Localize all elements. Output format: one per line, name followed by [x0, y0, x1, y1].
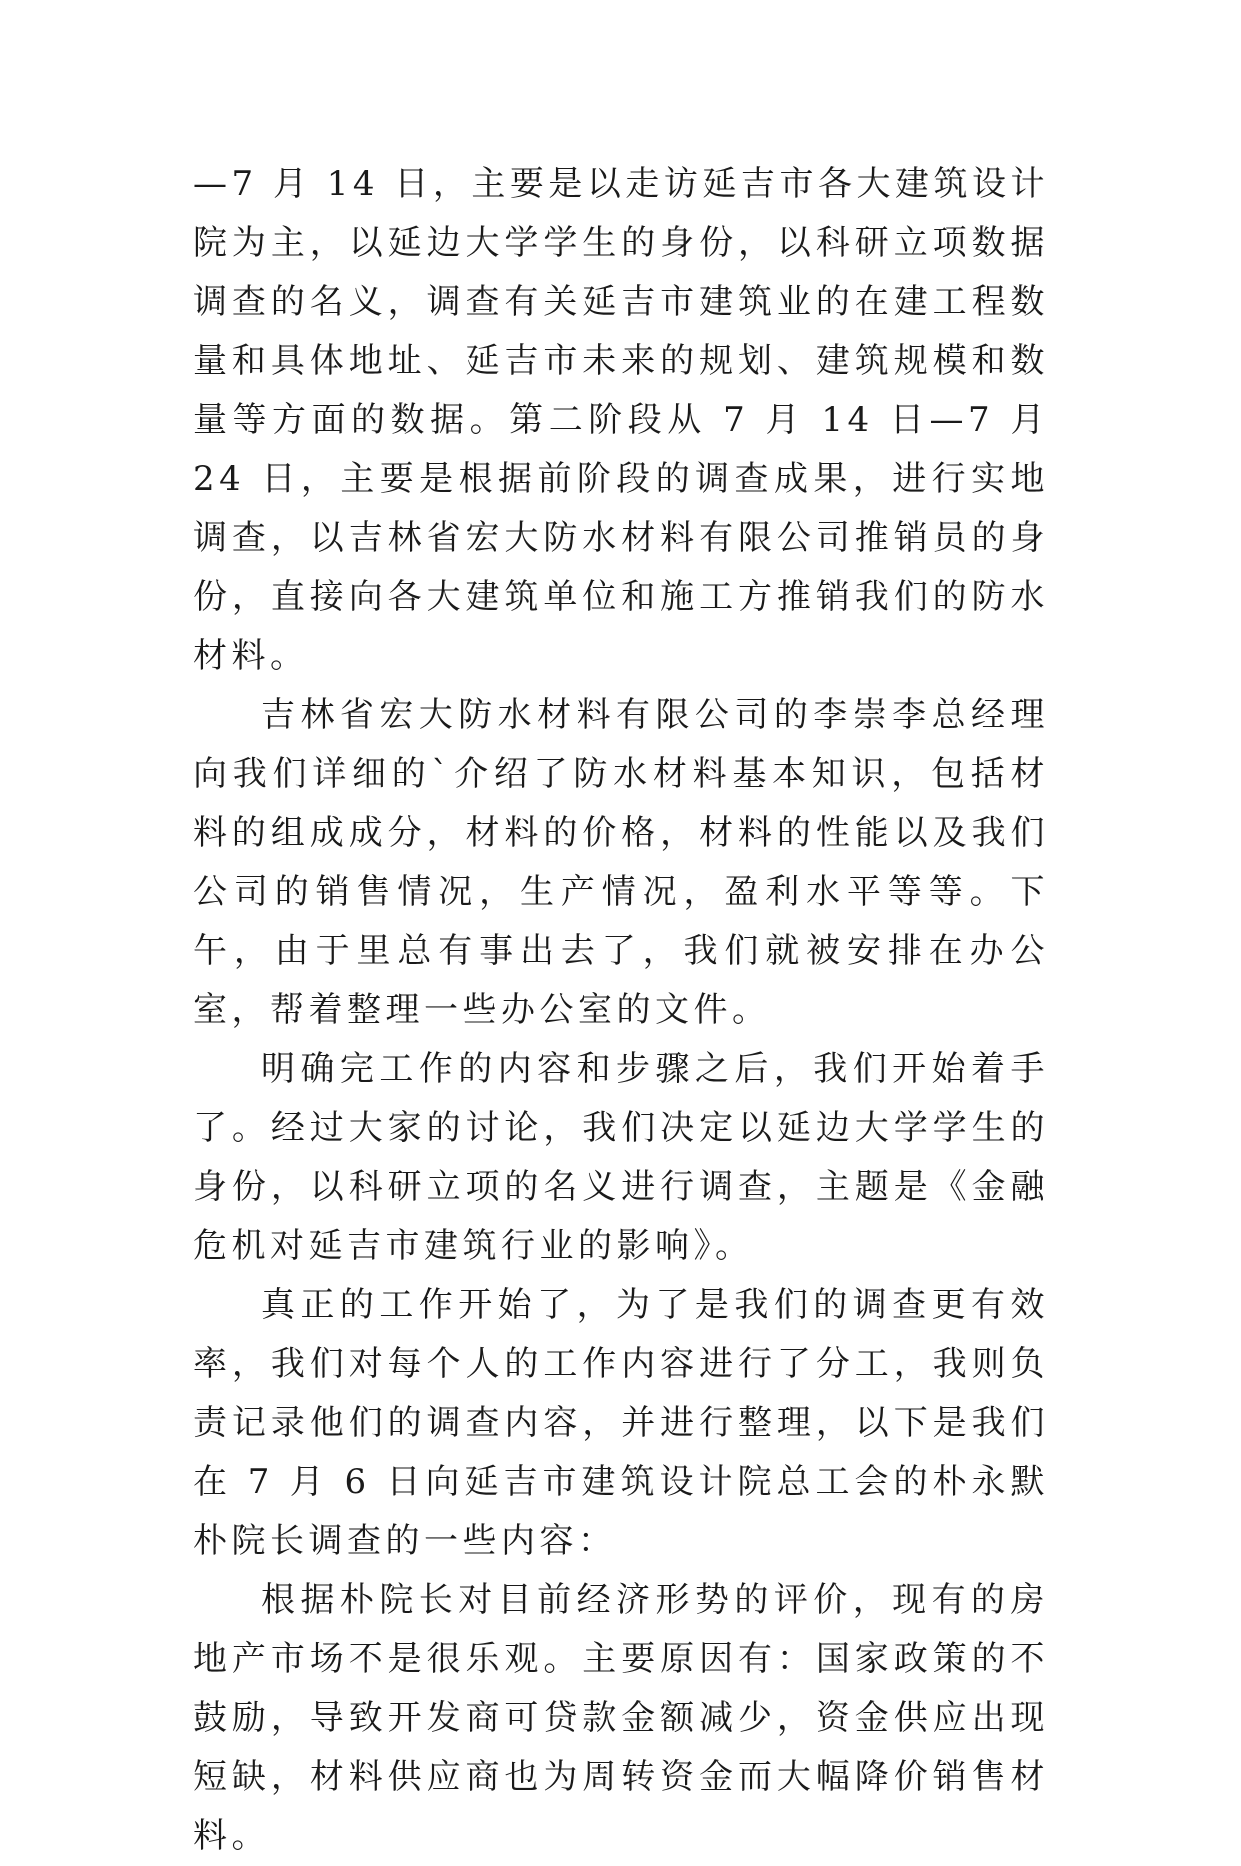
paragraph: 吉林省宏大防水材料有限公司的李崇李总经理向我们详细的`介绍了防水材料基本知识，包括材料的组成成分，材料的价格，材料的性能以及我们公司的销售情况，生产情况，盈利水平等等。下午，由于里总有事出去了，我们就被安排在办公室，帮着整理一些办公室的文件。 — [193, 695, 1049, 1030]
paragraph: 根据朴院长对目前经济形势的评价，现有的房地产市场不是很乐观。主要原因有：国家政策的不鼓励，导致开发商可贷款金额减少，资金供应出现短缺，材料供应商也为周转资金而大幅降价销售材料。 — [193, 1580, 1049, 1856]
paragraph-continuation: —7 月 14 日，主要是以走访延吉市各大建筑设计院为主，以延边大学学生的身份，以科研立项数据调查的名义，调查有关延吉市建筑业的在建工程数量和具体地址、延吉市未来的规划、建筑规模和数量等方面的数据。第二阶段从 7 月 14 日—7 月 24 日，主要是根据前阶段的调查成果，进行实地调查，以吉林省宏大防水材料有限公司推销员的身份，直接向各大建筑单位和施工方推销我们的防水材料。 — [193, 164, 1049, 676]
paragraph: 真正的工作开始了，为了是我们的调查更有效率，我们对每个人的工作内容进行了分工，我则负责记录他们的调查内容，并进行整理，以下是我们在 7 月 6 日向延吉市建筑设计院总工会的朴永默朴院长调查的一些内容： — [193, 1285, 1049, 1561]
paragraph: 明确完工作的内容和步骤之后，我们开始着手了。经过大家的讨论，我们决定以延边大学学生的身份，以科研立项的名义进行调查，主题是《金融危机对延吉市建筑行业的影响》。 — [193, 1049, 1049, 1266]
document-body — [193, 155, 1049, 1866]
